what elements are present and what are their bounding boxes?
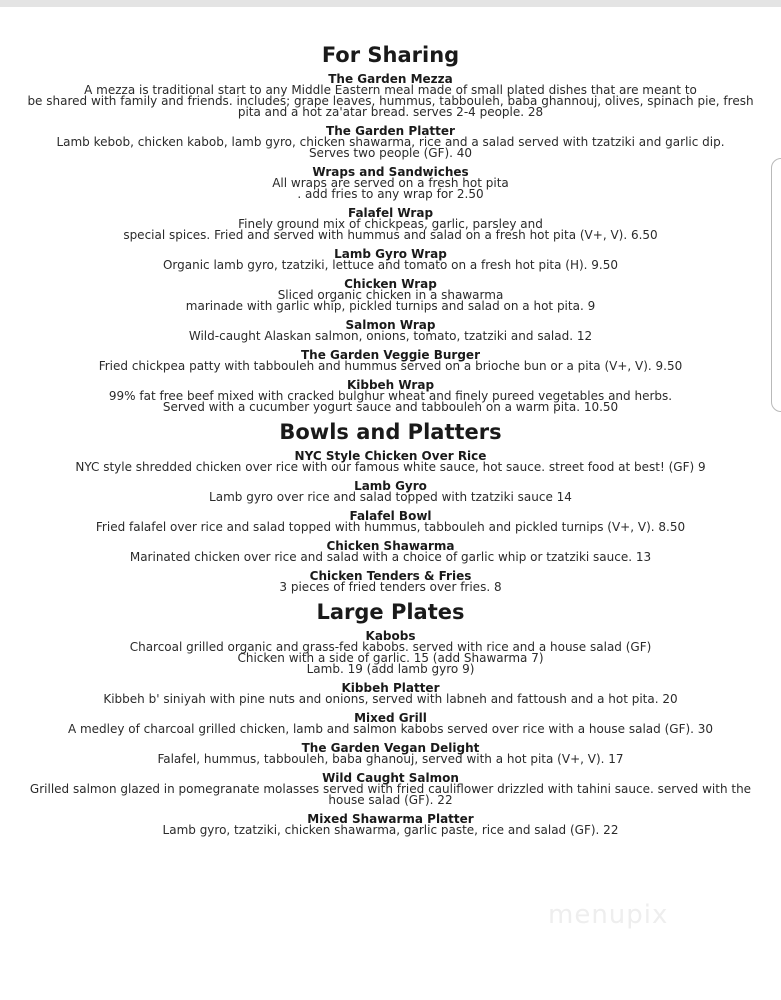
menu-item-name: Chicken Wrap [344, 277, 437, 291]
menu-item-name: Kibbeh Platter [341, 681, 440, 695]
menu-item-name: Falafel Bowl [349, 509, 432, 523]
menu-item [0, 742, 781, 765]
menu-item-description: Sliced organic chicken in a shawarma marinade with garlic whip, pickled turnips and salad on a hot pita. 9 [185, 288, 596, 313]
section-title: Large Plates [316, 600, 465, 624]
watermark: menupix [548, 900, 669, 930]
section-title: Bowls and Platters [279, 420, 502, 444]
menu-item [0, 813, 781, 836]
menu-item [0, 540, 781, 563]
menu-item-description: 99% fat free beef mixed with cracked bulghur wheat and finely pureed vegetables and herbs. Served with a cucumber yogurt sauce and tabbouleh on a warm pita. 10.50 [108, 389, 673, 414]
menu-item-description: All wraps are served on a fresh hot pita . add fries to any wrap for 2.50 [272, 176, 509, 201]
menu-item-description: A medley of charcoal grilled chicken, lamb and salmon kabobs served over rice with a house salad (GF). 30 [67, 722, 714, 736]
menu-item [0, 166, 781, 200]
menu-item [0, 570, 781, 593]
menu-item-description: Falafel, hummus, tabbouleh, baba ghanouj, served with a hot pita (V+, V). 17 [157, 752, 624, 766]
menu-item-description: Organic lamb gyro, tzatziki, lettuce and tomato on a fresh hot pita (H). 9.50 [162, 258, 619, 272]
menu-item [0, 319, 781, 342]
menu-item [0, 480, 781, 503]
menu-item-name: The Garden Mezza [328, 72, 453, 86]
menu-item-description: Charcoal grilled organic and grass-fed kabobs. served with rice and a house salad (GF) Chicken with a side of garlic. 15 (add Shawarma 7) Lamb. 19 (add lamb gyro 9) [129, 640, 652, 676]
menu-item [0, 125, 781, 159]
menu-item [0, 510, 781, 533]
menu-item-name: The Garden Vegan Delight [301, 741, 480, 755]
menu-item-name: Wraps and Sandwiches [312, 165, 469, 179]
menu-item-description: Kibbeh b' siniyah with pine nuts and onions, served with labneh and fattoush and a hot pita. 20 [103, 692, 678, 706]
menu-item-name: Wild Caught Salmon [322, 771, 459, 785]
menu-item-name: Salmon Wrap [345, 318, 436, 332]
menu-item-description: Lamb gyro, tzatziki, chicken shawarma, garlic paste, rice and salad (GF). 22 [162, 823, 619, 837]
menu-item-name: Chicken Tenders & Fries [309, 569, 472, 583]
menu-item-name: Mixed Grill [354, 711, 427, 725]
menu-item-description: Lamb gyro over rice and salad topped with tzatziki sauce 14 [209, 490, 572, 504]
menu-item-description: Wild-caught Alaskan salmon, onions, tomato, tzatziki and salad. 12 [188, 329, 593, 343]
menu-item [0, 450, 781, 473]
section-title: For Sharing [321, 43, 460, 67]
menu-item-name: Falafel Wrap [347, 206, 434, 220]
menu-item-name: Kibbeh Wrap [346, 378, 435, 392]
menu-item-name: Lamb Gyro [354, 479, 427, 493]
menu-item-description: Grilled salmon glazed in pomegranate molasses served with fried cauliflower drizzled with tahini sauce. served with the house salad (GF). 22 [29, 782, 752, 807]
menu-item [0, 349, 781, 372]
menu-item [0, 278, 781, 312]
menu-item-name: Kabobs [365, 629, 416, 643]
menu-item [0, 772, 781, 806]
menu-item-description: NYC style shredded chicken over rice with our famous white sauce, hot sauce. street food at best! (GF) 9 [75, 460, 706, 474]
menu-item [0, 248, 781, 271]
menu-item-name: NYC Style Chicken Over Rice [294, 449, 487, 463]
menu-item [0, 73, 781, 118]
menu-item [0, 682, 781, 705]
menu-item [0, 712, 781, 735]
menu-item-description: Finely ground mix of chickpeas, garlic, parsley and special spices. Fried and served with hummus and salad on a fresh hot pita (V+, V). 6.50 [123, 217, 658, 242]
menu-item-description: Fried falafel over rice and salad topped with hummus, tabbouleh and pickled turnips (V+, V). 8.50 [95, 520, 686, 534]
menu-item-name: Mixed Shawarma Platter [307, 812, 474, 826]
menu-page [0, 43, 781, 843]
menu-item-description: A mezza is traditional start to any Middle Eastern meal made of small plated dishes that are meant to be shared with family and friends. includes; grape leaves, hummus, tabbouleh, baba ghannouj, olives, spinach pie, fresh pita and a hot za'atar bread. serves 2-4 people. 28 [27, 83, 754, 119]
menu-item [0, 630, 781, 675]
menu-item-name: Chicken Shawarma [326, 539, 455, 553]
menu-item-description: 3 pieces of fried tenders over fries. 8 [279, 580, 502, 594]
menu-section [0, 420, 781, 593]
top-edge-bar [0, 0, 781, 7]
menu-item-description: Marinated chicken over rice and salad with a choice of garlic whip or tzatziki sauce. 13 [129, 550, 652, 564]
menu-item-name: Lamb Gyro Wrap [334, 247, 447, 261]
menu-item-description: Fried chickpea patty with tabbouleh and hummus served on a brioche bun or a pita (V+, V). 9.50 [98, 359, 683, 373]
menu-item-name: The Garden Platter [326, 124, 455, 138]
menu-item [0, 207, 781, 241]
menu-section [0, 600, 781, 836]
menu-item [0, 379, 781, 413]
menu-section [0, 43, 781, 413]
menu-item-name: The Garden Veggie Burger [301, 348, 480, 362]
menu-item-description: Lamb kebob, chicken kabob, lamb gyro, chicken shawarma, rice and a salad served with tzatziki and garlic dip. Serves two people (GF). 40 [56, 135, 725, 160]
